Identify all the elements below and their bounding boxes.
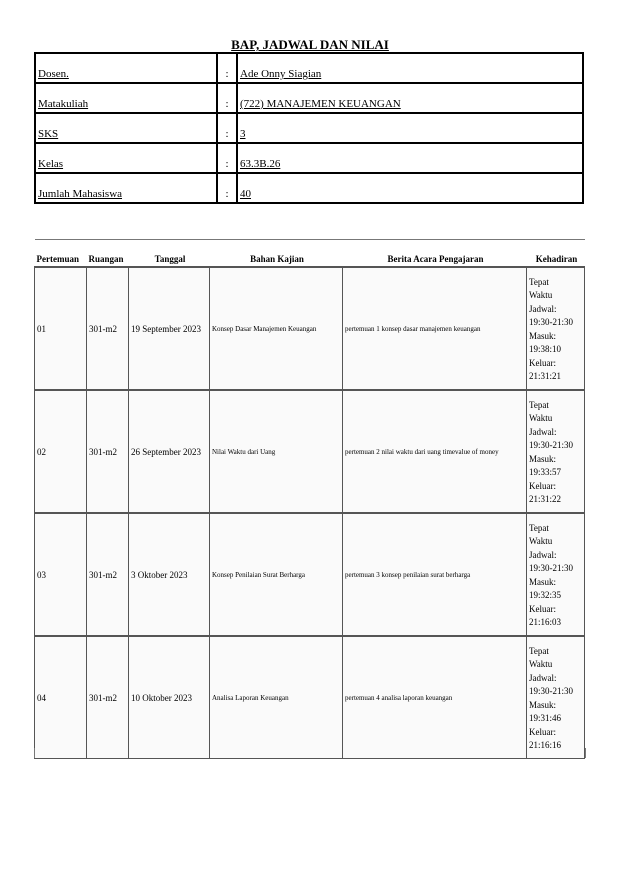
- kehadiran-line: Waktu: [529, 290, 553, 300]
- info-value: 3: [237, 113, 583, 143]
- page-title: BAP, JADWAL DAN NILAI: [231, 37, 389, 52]
- info-colon: :: [217, 113, 237, 143]
- kehadiran-line: 19:33:57: [529, 467, 562, 477]
- kehadiran-line: Jadwal:: [529, 303, 557, 314]
- cell-ruangan: 301-m2: [87, 267, 129, 390]
- table-row: [35, 513, 585, 636]
- kehadiran-line: Jadwal:: [529, 426, 557, 437]
- kehadiran-line: 19:30-21:30: [529, 686, 573, 696]
- kehadiran-line: Tepat: [529, 276, 549, 287]
- info-label: SKS: [35, 113, 217, 143]
- header-berita-acara: Berita Acara Pengajaran: [387, 254, 484, 264]
- course-info-table: [34, 52, 584, 204]
- info-row-kelas: [35, 143, 583, 173]
- cell-tanggal: 10 Oktober 2023: [129, 636, 210, 759]
- info-label: Kelas: [35, 143, 217, 173]
- header-tanggal: Tanggal: [154, 254, 186, 264]
- kehadiran-line: 19:30-21:30: [529, 440, 573, 450]
- cell-bahan-kajian: Nilai Waktu dari Uang: [210, 390, 343, 513]
- kehadiran-line: Masuk:: [529, 576, 556, 587]
- cell-ruangan: 301-m2: [87, 390, 129, 513]
- cell-ruangan: 301-m2: [87, 513, 129, 636]
- cell-tanggal: 3 Oktober 2023: [129, 513, 210, 636]
- info-row-sks: [35, 113, 583, 143]
- kehadiran-line: 19:38:10: [529, 344, 562, 354]
- header-ruangan: Ruangan: [88, 254, 124, 264]
- cell-tanggal: 19 September 2023: [129, 267, 210, 390]
- header-bahan-kajian: Bahan Kajian: [250, 254, 304, 264]
- kehadiran-line: Waktu: [529, 536, 553, 546]
- kehadiran-line: Jadwal:: [529, 549, 557, 560]
- info-label: Dosen.: [35, 53, 217, 83]
- kehadiran-line: Tepat: [529, 399, 549, 410]
- kehadiran-line: Keluar:: [529, 357, 556, 368]
- cell-tanggal: 26 September 2023: [129, 390, 210, 513]
- info-label: Matakuliah: [35, 83, 217, 113]
- info-colon: :: [217, 53, 237, 83]
- cell-kehadiran: [527, 513, 585, 636]
- cell-pertemuan: 03: [35, 513, 87, 636]
- info-colon: :: [217, 173, 237, 203]
- info-colon: :: [217, 143, 237, 173]
- info-row-dosen: [35, 53, 583, 83]
- cell-pertemuan: 04: [35, 636, 87, 759]
- info-value: (722) MANAJEMEN KEUANGAN: [237, 83, 583, 113]
- kehadiran-line: Keluar:: [529, 603, 556, 614]
- kehadiran-line: 21:31:22: [529, 494, 562, 504]
- kehadiran-line: Masuk:: [529, 453, 556, 464]
- kehadiran-line: Waktu: [529, 413, 553, 423]
- cell-berita-acara: pertemuan 4 analisa laporan keuangan: [343, 636, 527, 759]
- table-continuation: [34, 748, 586, 758]
- cell-bahan-kajian: Analisa Laporan Keuangan: [210, 636, 343, 759]
- kehadiran-line: 21:16:16: [529, 740, 562, 750]
- cell-kehadiran: [527, 267, 585, 390]
- cell-berita-acara: pertemuan 3 konsep penilaian surat berharga: [343, 513, 527, 636]
- info-row-jumlah-mahasiswa: [35, 173, 583, 203]
- cell-ruangan: 301-m2: [87, 636, 129, 759]
- kehadiran-line: 21:31:21: [529, 371, 562, 381]
- kehadiran-line: 19:30-21:30: [529, 563, 573, 573]
- kehadiran-line: 19:31:46: [529, 713, 562, 723]
- kehadiran-line: 19:30-21:30: [529, 317, 573, 327]
- kehadiran-line: Tepat: [529, 645, 549, 656]
- cell-berita-acara: pertemuan 1 konsep dasar manajemen keuangan: [343, 267, 527, 390]
- kehadiran-line: Keluar:: [529, 726, 556, 737]
- header-pertemuan: Pertemuan: [36, 254, 79, 264]
- table-row: [35, 390, 585, 513]
- kehadiran-line: Tepat: [529, 522, 549, 533]
- header-kehadiran: Kehadiran: [535, 254, 578, 264]
- cell-bahan-kajian: Konsep Dasar Manajemen Keuangan: [210, 267, 343, 390]
- kehadiran-line: 21:16:03: [529, 617, 562, 627]
- table-row: [35, 636, 585, 759]
- kehadiran-line: Keluar:: [529, 480, 556, 491]
- cell-berita-acara: pertemuan 2 nilai waktu dari uang timevalue of money: [343, 390, 527, 513]
- schedule-header-row: [35, 240, 585, 268]
- info-row-matakuliah: [35, 83, 583, 113]
- info-value: Ade Onny Siagian: [237, 53, 583, 83]
- info-value: 63.3B.26: [237, 143, 583, 173]
- table-row: [35, 267, 585, 390]
- info-label: Jumlah Mahasiswa: [35, 173, 217, 203]
- info-colon: :: [217, 83, 237, 113]
- info-value: 40: [237, 173, 583, 203]
- kehadiran-line: 19:32:35: [529, 590, 562, 600]
- kehadiran-line: Waktu: [529, 659, 553, 669]
- cell-kehadiran: [527, 390, 585, 513]
- kehadiran-line: Jadwal:: [529, 672, 557, 683]
- cell-kehadiran: [527, 636, 585, 759]
- cell-pertemuan: 01: [35, 267, 87, 390]
- kehadiran-line: Masuk:: [529, 699, 556, 710]
- schedule-table: [34, 239, 585, 759]
- cell-bahan-kajian: Konsep Penilaian Surat Berharga: [210, 513, 343, 636]
- kehadiran-line: Masuk:: [529, 330, 556, 341]
- cell-pertemuan: 02: [35, 390, 87, 513]
